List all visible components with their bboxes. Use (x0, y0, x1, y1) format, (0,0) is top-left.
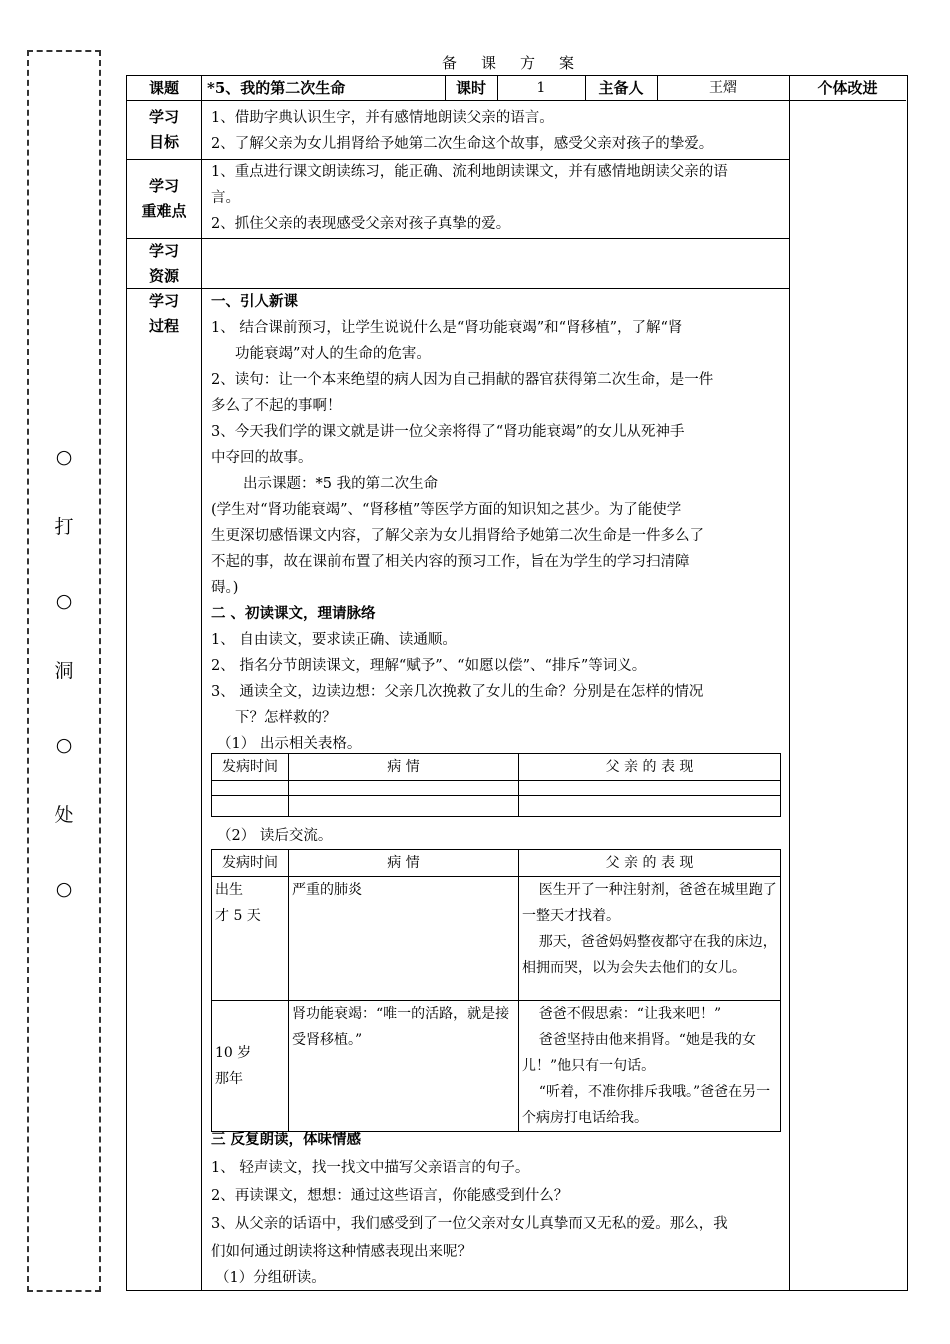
period-value: 1 (536, 80, 546, 96)
binding-char-da: 打 (54, 516, 74, 538)
keypoints-label: 学习 重难点 (141, 177, 187, 220)
topic-value: *5、我的第二次生命 (207, 79, 346, 97)
table-header: 病 情 (289, 754, 519, 781)
improve-label: 个体改进 (817, 79, 878, 97)
table-header: 发病时间 (212, 754, 289, 781)
binding-circle: ○ (55, 878, 73, 900)
binding-circle: ○ (55, 590, 73, 612)
table-header: 发病时间 (212, 850, 289, 877)
section-title: 一、引人新课 (211, 293, 298, 310)
process-content-part2: 三 反复朗读，体味情感 1、 轻声读文，找一找文中描写父亲语言的句子。 2、再读课文，想想：通过这些语言，你能感受到什么？ 3、从父亲的话语中，我们感受到了一位父亲对女儿真挚而又无私的爱。那么，我 们如何通过朗读将这种情感表现出来呢？ （1）分组研读。 (211, 1126, 786, 1290)
period-label: 课时 (455, 79, 486, 97)
goal-item: 1、借助字典认识生字，并有感情地朗读父亲的语言。 (211, 110, 554, 126)
binding-char-chu: 处 (54, 804, 74, 826)
table2-caption: （2） 读后交流。 (217, 828, 333, 844)
table-row: 10 岁 那年 肾功能衰竭：“唯一的活路，就是接受肾移植。” 爸爸不假思索：“让我来吧！” 爸爸坚持由他来捐肾。“她是我的女儿！”他只有一句话。 “听着，不准你排斥我哦。”爸爸在另一个病房打电话给我。 (212, 1001, 781, 1132)
section-title: 二 、初读课文，理请脉络 (211, 605, 376, 622)
section-title: 三 反复朗读，体味情感 (211, 1131, 362, 1148)
father-table-filled (211, 849, 781, 1132)
goals-label: 学习 目标 (148, 108, 179, 151)
process-content-part1: 一、引人新课 1、 结合课前预习，让学生说说什么是“肾功能衰竭”和“肾移植”，了解“肾 功能衰竭”对人的生命的危害。 2、读句：让一个本来绝望的病人因为自己捐献的器官获得第二次生命，是一件 多么了不起的事啊！ 3、今天我们学的课文就是讲一位父亲将得了“肾功能衰竭”的女儿从死神手 中夺回的故事。 出示课题：*5 我的第二次生命 (学生对“肾功能衰竭”、“肾移植”等医学方面的知识知之甚少。为了能使学 生更深切感悟课文内容，了解父亲为女儿捐肾给予她第二次生命是一件多么了 不起的事，故在课前布置了相关内容的预习工作，旨在为学生的学习扫清障 碍。) 二 、初读课文，理请脉络 1、 自由读文，要求读正确、读通顺。 2、 指名分节朗读课文，理解“赋予”、“如愿以偿”、“排斥”等词义。 3、 通读全文，边读边想：父亲几次挽救了女儿的生命？分别是在怎样的情况 下？怎样救的？ （1） 出示相关表格。 (211, 289, 786, 757)
table-header: 父 亲 的 表 现 (519, 850, 781, 877)
table-row (212, 781, 781, 796)
table-header: 病 情 (289, 850, 519, 877)
lesson-plan-table (126, 75, 908, 1291)
topic-label: 课题 (148, 79, 179, 97)
resources-label: 学习 资源 (148, 242, 179, 285)
document-title: 备课方案 (441, 54, 598, 72)
goals-content (211, 105, 786, 157)
binding-margin (27, 50, 101, 1292)
binding-circle: ○ (55, 734, 73, 756)
table-header: 父 亲 的 表 现 (519, 754, 781, 781)
binding-char-dong: 洞 (54, 660, 74, 682)
table-row: 出生 才 5 天 严重的肺炎 医生开了一种注射剂，爸爸在城里跑了一整天才找着。 那天，爸爸妈妈整夜都守在我的床边，相拥而哭，以为会失去他们的女儿。 (212, 877, 781, 1001)
process-label: 学习 过程 (148, 292, 179, 335)
table-row (212, 796, 781, 817)
author-label: 主备人 (598, 79, 644, 97)
father-table-empty (211, 753, 781, 817)
goal-item: 2、了解父亲为女儿捐肾给予她第二次生命这个故事，感受父亲对孩子的挚爱。 (211, 136, 714, 152)
author-value: 王熠 (709, 80, 737, 96)
keypoints-content: 1、重点进行课文朗读练习，能正确、流利地朗读课文，并有感情地朗读父亲的语 言。 2、抓住父亲的表现感受父亲对孩子真挚的爱。 (211, 164, 728, 232)
binding-circle: ○ (55, 446, 73, 468)
